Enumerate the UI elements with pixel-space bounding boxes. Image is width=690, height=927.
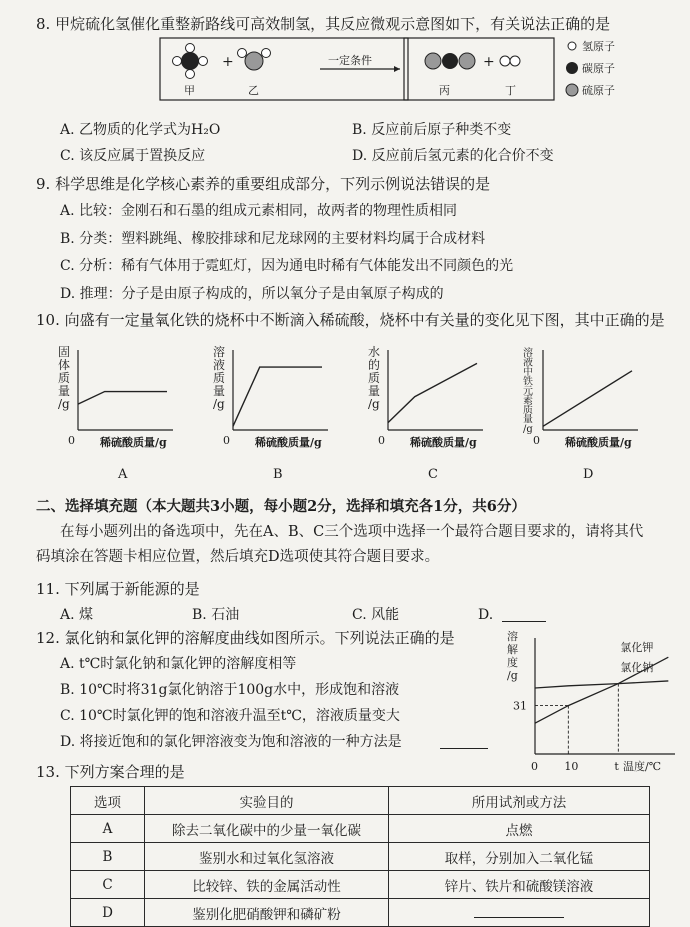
q13-answer-blank[interactable]: [474, 903, 564, 918]
q10-stem: 10. 向盛有一定量氧化铁的烧杯中不断滴入稀硫酸，烧杯中有关量的变化见下图，其中正确的是: [36, 311, 665, 329]
y-axis-label: 质: [213, 371, 226, 385]
x-axis-label: 温度/℃: [623, 760, 662, 773]
svg-text:+: +: [483, 54, 495, 70]
section2-instruction-2: 码填涂在答题卡相应位置，然后填充D选项使其符合题目要求。: [36, 549, 440, 565]
graph-letter: B: [273, 467, 283, 482]
q12-option-d: D. 将接近饱和的氯化钾溶液变为饱和溶液的一种方法是: [60, 734, 402, 750]
table-cell: 点燃: [389, 815, 650, 843]
y-axis-label: 固: [58, 345, 71, 359]
q10-graph-B: [213, 344, 328, 482]
label-yi: 乙: [248, 84, 259, 97]
y-axis-label: 元: [523, 386, 533, 397]
q11-option-b: B. 石油: [192, 607, 240, 623]
graph-letter: D: [583, 467, 594, 482]
y-axis-label: 质: [368, 371, 381, 385]
x-axis-label: 稀硫酸质量/g: [565, 436, 632, 449]
y-axis-label: 度: [507, 656, 518, 669]
q10-graph-C: [368, 344, 483, 482]
table-row: [71, 815, 650, 843]
origin-label: 0: [533, 434, 540, 447]
y-axis-label: 解: [507, 643, 518, 656]
q9-stem: 9. 科学思维是化学核心素养的重要组成部分，下列示例说法错误的是: [36, 175, 491, 193]
q8-stem: 8. 甲烷硫化氢催化重整新路线可高效制氢，其反应微观示意图如下，有关说法正确的是: [36, 15, 611, 33]
q11-option-a: A. 煤: [60, 607, 94, 623]
y-axis-label: 铁: [523, 376, 533, 388]
series-label: 氯化钠: [620, 660, 654, 674]
table-cell: 鉴别水和过氧化氢溶液: [145, 843, 389, 871]
y-axis-label: 体: [58, 358, 71, 372]
table-header: 实验目的: [145, 787, 389, 815]
table-cell: 比较锌、铁的金属活动性: [145, 871, 389, 899]
curve: [233, 367, 322, 426]
section2-instruction-1: 在每小题列出的备选项中，先在A、B、C三个选项中选择一个最符合题目要求的，请将其代: [60, 524, 644, 540]
q8-option-b: B. 反应前后原子种类不变: [352, 122, 512, 138]
table-cell: 鉴别化肥硝酸钾和磷矿粉: [145, 899, 389, 927]
reaction-condition: 一定条件: [328, 54, 372, 67]
atom-legend: [566, 39, 615, 97]
table-header: 所用试剂或方法: [389, 787, 650, 815]
x-tick-label: 10: [564, 760, 579, 773]
curve: [78, 392, 167, 405]
origin-label: 0: [223, 434, 230, 447]
q12-option-b: B. 10℃时将31g氯化钠溶于100g水中，形成饱和溶液: [60, 682, 400, 698]
table-header: 选项: [71, 787, 145, 815]
q12-solubility-chart: [505, 628, 685, 778]
table-row: [71, 899, 650, 927]
y-axis-label: 溶: [507, 630, 518, 643]
table-cell: A: [71, 815, 145, 843]
hydrogen-molecule-icon: [500, 56, 520, 66]
q11-answer-blank[interactable]: [502, 621, 546, 622]
origin-label: 0: [378, 434, 385, 447]
section2-title: 二、选择填充题（本大题共3小题，每小题2分，选择和填充各1分，共6分）: [36, 498, 526, 515]
label-jia: 甲: [184, 84, 195, 97]
hydrogen-sulfide-molecule-icon: [238, 49, 271, 71]
curve: [543, 371, 632, 427]
y-axis-label: 量: [368, 384, 381, 398]
graph-letter: A: [118, 467, 128, 482]
table-cell: 取样，分别加入二氧化锰: [389, 843, 650, 871]
y-axis-label: 量: [213, 384, 226, 398]
y-axis-label: /g: [523, 424, 533, 435]
y-axis-label: 液: [213, 358, 226, 372]
series-label: 氯化钾: [620, 641, 654, 655]
origin-label: 0: [68, 434, 75, 447]
x-tick-label: t: [614, 760, 619, 773]
y-axis-label: 质: [58, 371, 71, 385]
y-axis-label: 液: [523, 357, 533, 369]
q12-answer-blank[interactable]: [440, 748, 488, 749]
graph-letter: C: [428, 467, 438, 482]
q11-option-c: C. 风能: [352, 607, 400, 623]
series-line: [535, 681, 668, 688]
x-axis-label: 稀硫酸质量/g: [410, 436, 477, 449]
y-axis-label: 溶: [213, 345, 226, 359]
q13-table: [70, 786, 650, 927]
curve: [388, 363, 477, 422]
table-cell: 锌片、铁片和硫酸镁溶液: [389, 871, 650, 899]
y-axis-label: /g: [507, 669, 518, 682]
q10-graph-A: [58, 345, 173, 482]
q8-option-a: A. 乙物质的化学式为H₂O: [60, 122, 221, 138]
q13-stem: 13. 下列方案合理的是: [36, 763, 185, 781]
q8-option-c: C. 该反应属于置换反应: [60, 148, 206, 164]
y-tick-label: 31: [513, 699, 527, 713]
table-row: [71, 843, 650, 871]
y-axis-label: 溶: [523, 348, 533, 359]
table-cell: [389, 899, 650, 927]
y-axis-label: /g: [368, 397, 380, 411]
y-axis-label: 量: [58, 384, 71, 398]
y-axis-label: /g: [58, 397, 70, 411]
x-axis-label: 稀硫酸质量/g: [100, 436, 167, 449]
x-tick-label: 0: [531, 760, 538, 773]
carbon-disulfide-molecule-icon: [425, 53, 475, 69]
svg-text:氢原子: 氢原子: [582, 40, 615, 53]
table-row: [71, 871, 650, 899]
x-axis-label: 稀硫酸质量/g: [255, 436, 322, 449]
methane-molecule-icon: [173, 44, 208, 79]
q11-stem: 11. 下列属于新能源的是: [36, 580, 200, 598]
y-axis-label: 质: [523, 405, 533, 416]
table-cell: B: [71, 843, 145, 871]
label-ding: 丁: [505, 84, 516, 97]
q12-option-c: C. 10℃时氯化钾的饱和溶液升温至t℃，溶液质量变大: [60, 708, 400, 724]
q10-graph-D: [523, 346, 638, 482]
q9-option-a: A. 比较：金刚石和石墨的组成元素相同，故两者的物理性质相同: [60, 203, 458, 219]
table-cell: D: [71, 899, 145, 927]
y-axis-label: 的: [368, 358, 381, 372]
plus-sign: +: [222, 54, 234, 70]
svg-text:硫原子: 硫原子: [582, 84, 615, 97]
y-axis-label: 水: [368, 345, 381, 359]
table-header-row: [71, 787, 650, 815]
q10-graphs: [48, 342, 668, 488]
table-cell: 除去二氧化碳中的少量一氧化碳: [145, 815, 389, 843]
q8-option-d: D. 反应前后氢元素的化合价不变: [352, 148, 554, 164]
q9-option-b: B. 分类：塑料跳绳、橡胶排球和尼龙球网的主要材料均属于合成材料: [60, 231, 486, 247]
q12-stem: 12. 氯化钠和氯化钾的溶解度曲线如图所示。下列说法正确的是: [36, 629, 455, 647]
q12-option-a: A. t℃时氯化钠和氯化钾的溶解度相等: [60, 656, 297, 672]
y-axis-label: 量: [523, 414, 533, 426]
q11-option-d: D.: [478, 607, 494, 623]
label-bing: 丙: [439, 84, 450, 97]
y-axis-label: 素: [523, 395, 533, 407]
q9-option-d: D. 推理：分子是由原子构成的，所以氧分子是由氧原子构成的: [60, 286, 444, 302]
q9-option-c: C. 分析：稀有气体用于霓虹灯，因为通电时稀有气体能发出不同颜色的光: [60, 258, 514, 274]
table-cell: C: [71, 871, 145, 899]
y-axis-label: /g: [213, 397, 225, 411]
q8-reaction-diagram: [150, 36, 660, 106]
svg-text:碳原子: 碳原子: [582, 62, 615, 75]
y-axis-label: 中: [523, 367, 533, 378]
